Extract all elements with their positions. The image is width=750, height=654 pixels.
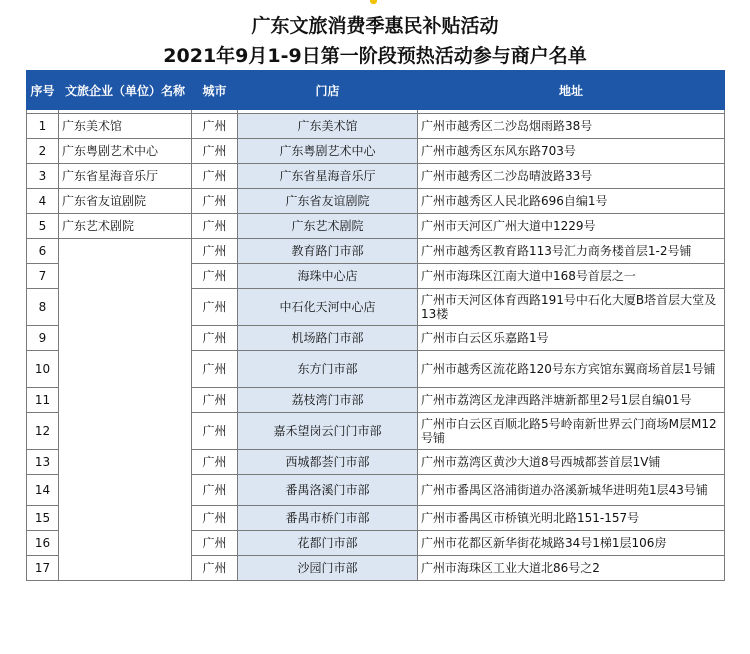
- row-city: 广州: [192, 475, 238, 506]
- row-city: 广州: [192, 139, 238, 164]
- column-header-city: 城市: [192, 71, 238, 110]
- row-address: 广州市番禺区市桥镇光明北路151-157号: [418, 506, 725, 531]
- row-city: 广州: [192, 114, 238, 139]
- row-city: 广州: [192, 351, 238, 388]
- row-company-merged: [59, 239, 192, 581]
- row-index: 9: [27, 326, 59, 351]
- row-company: 广东美术馆: [59, 114, 192, 139]
- row-store: 广东艺术剧院: [238, 214, 418, 239]
- row-city: 广州: [192, 556, 238, 581]
- row-address: 广州市荔湾区黄沙大道8号西城都荟首层1V铺: [418, 450, 725, 475]
- merchant-table: [26, 70, 725, 581]
- row-store: 嘉禾望岗云门门市部: [238, 413, 418, 450]
- row-store: 沙园门市部: [238, 556, 418, 581]
- row-company: 广东粤剧艺术中心: [59, 139, 192, 164]
- column-header-address: 地址: [418, 71, 725, 110]
- table-row: [27, 214, 725, 239]
- row-address: 广州市天河区体育西路191号中石化大厦B塔首层大堂及13楼: [418, 289, 725, 326]
- row-index: 5: [27, 214, 59, 239]
- row-address: 广州市荔湾区龙津西路泮塘新都里2号1层自编01号: [418, 388, 725, 413]
- row-address: 广州市天河区广州大道中1229号: [418, 214, 725, 239]
- row-store: 广东省星海音乐厅: [238, 164, 418, 189]
- table-row: [27, 114, 725, 139]
- row-index: 6: [27, 239, 59, 264]
- row-store: 番禺市桥门市部: [238, 506, 418, 531]
- row-city: 广州: [192, 531, 238, 556]
- row-company: 广东省星海音乐厅: [59, 164, 192, 189]
- row-address: 广州市海珠区江南大道中168号首层之一: [418, 264, 725, 289]
- row-address: 广州市番禺区洛浦街道办洛溪新城华进明苑1层43号铺: [418, 475, 725, 506]
- table-row: [27, 139, 725, 164]
- row-index: 13: [27, 450, 59, 475]
- row-store: 东方门市部: [238, 351, 418, 388]
- column-header-store: 门店: [238, 71, 418, 110]
- row-address: 广州市越秀区人民北路696自编1号: [418, 189, 725, 214]
- row-city: 广州: [192, 289, 238, 326]
- row-address: 广州市花都区新华街花城路34号1梯1层106房: [418, 531, 725, 556]
- row-address: 广州市越秀区东风东路703号: [418, 139, 725, 164]
- row-city: 广州: [192, 239, 238, 264]
- page-title: 广东文旅消费季惠民补贴活动: [251, 15, 499, 37]
- row-store: 荔枝湾门市部: [238, 388, 418, 413]
- row-city: 广州: [192, 264, 238, 289]
- row-address: 广州市海珠区工业大道北86号之2: [418, 556, 725, 581]
- row-store: 海珠中心店: [238, 264, 418, 289]
- row-company: 广东省友谊剧院: [59, 189, 192, 214]
- row-city: 广州: [192, 326, 238, 351]
- row-index: 16: [27, 531, 59, 556]
- row-address: 广州市白云区乐嘉路1号: [418, 326, 725, 351]
- row-address: 广州市越秀区流花路120号东方宾馆东翼商场首层1号铺: [418, 351, 725, 388]
- row-index: 2: [27, 139, 59, 164]
- row-city: 广州: [192, 164, 238, 189]
- row-index: 14: [27, 475, 59, 506]
- table-row: [27, 189, 725, 214]
- row-store: 西城都荟门市部: [238, 450, 418, 475]
- column-header-index: 序号: [27, 71, 59, 110]
- row-index: 11: [27, 388, 59, 413]
- row-city: 广州: [192, 189, 238, 214]
- decorative-mark: [370, 0, 377, 4]
- row-index: 8: [27, 289, 59, 326]
- row-store: 番禺洛溪门市部: [238, 475, 418, 506]
- row-index: 1: [27, 114, 59, 139]
- row-store: 广东美术馆: [238, 114, 418, 139]
- page-subtitle: 2021年9月1-9日第一阶段预热活动参与商户名单: [163, 45, 587, 67]
- row-city: 广州: [192, 214, 238, 239]
- row-store: 广东省友谊剧院: [238, 189, 418, 214]
- row-address: 广州市越秀区教育路113号汇力商务楼首层1-2号铺: [418, 239, 725, 264]
- row-company: 广东艺术剧院: [59, 214, 192, 239]
- row-city: 广州: [192, 450, 238, 475]
- row-store: 花都门市部: [238, 531, 418, 556]
- row-index: 3: [27, 164, 59, 189]
- table-row: [27, 239, 725, 264]
- row-city: 广州: [192, 388, 238, 413]
- row-address: 广州市白云区百顺北路5号岭南新世界云门商场M层M12号铺: [418, 413, 725, 450]
- row-index: 15: [27, 506, 59, 531]
- row-index: 7: [27, 264, 59, 289]
- row-address: 广州市越秀区二沙岛烟雨路38号: [418, 114, 725, 139]
- row-index: 4: [27, 189, 59, 214]
- row-store: 中石化天河中心店: [238, 289, 418, 326]
- row-index: 10: [27, 351, 59, 388]
- row-store: 教育路门市部: [238, 239, 418, 264]
- column-header-company: 文旅企业（单位）名称: [59, 71, 192, 110]
- table-header-row: [27, 71, 725, 110]
- row-city: 广州: [192, 506, 238, 531]
- row-city: 广州: [192, 413, 238, 450]
- row-store: 广东粤剧艺术中心: [238, 139, 418, 164]
- row-store: 机场路门市部: [238, 326, 418, 351]
- table-row: [27, 164, 725, 189]
- row-index: 17: [27, 556, 59, 581]
- row-address: 广州市越秀区二沙岛晴波路33号: [418, 164, 725, 189]
- row-index: 12: [27, 413, 59, 450]
